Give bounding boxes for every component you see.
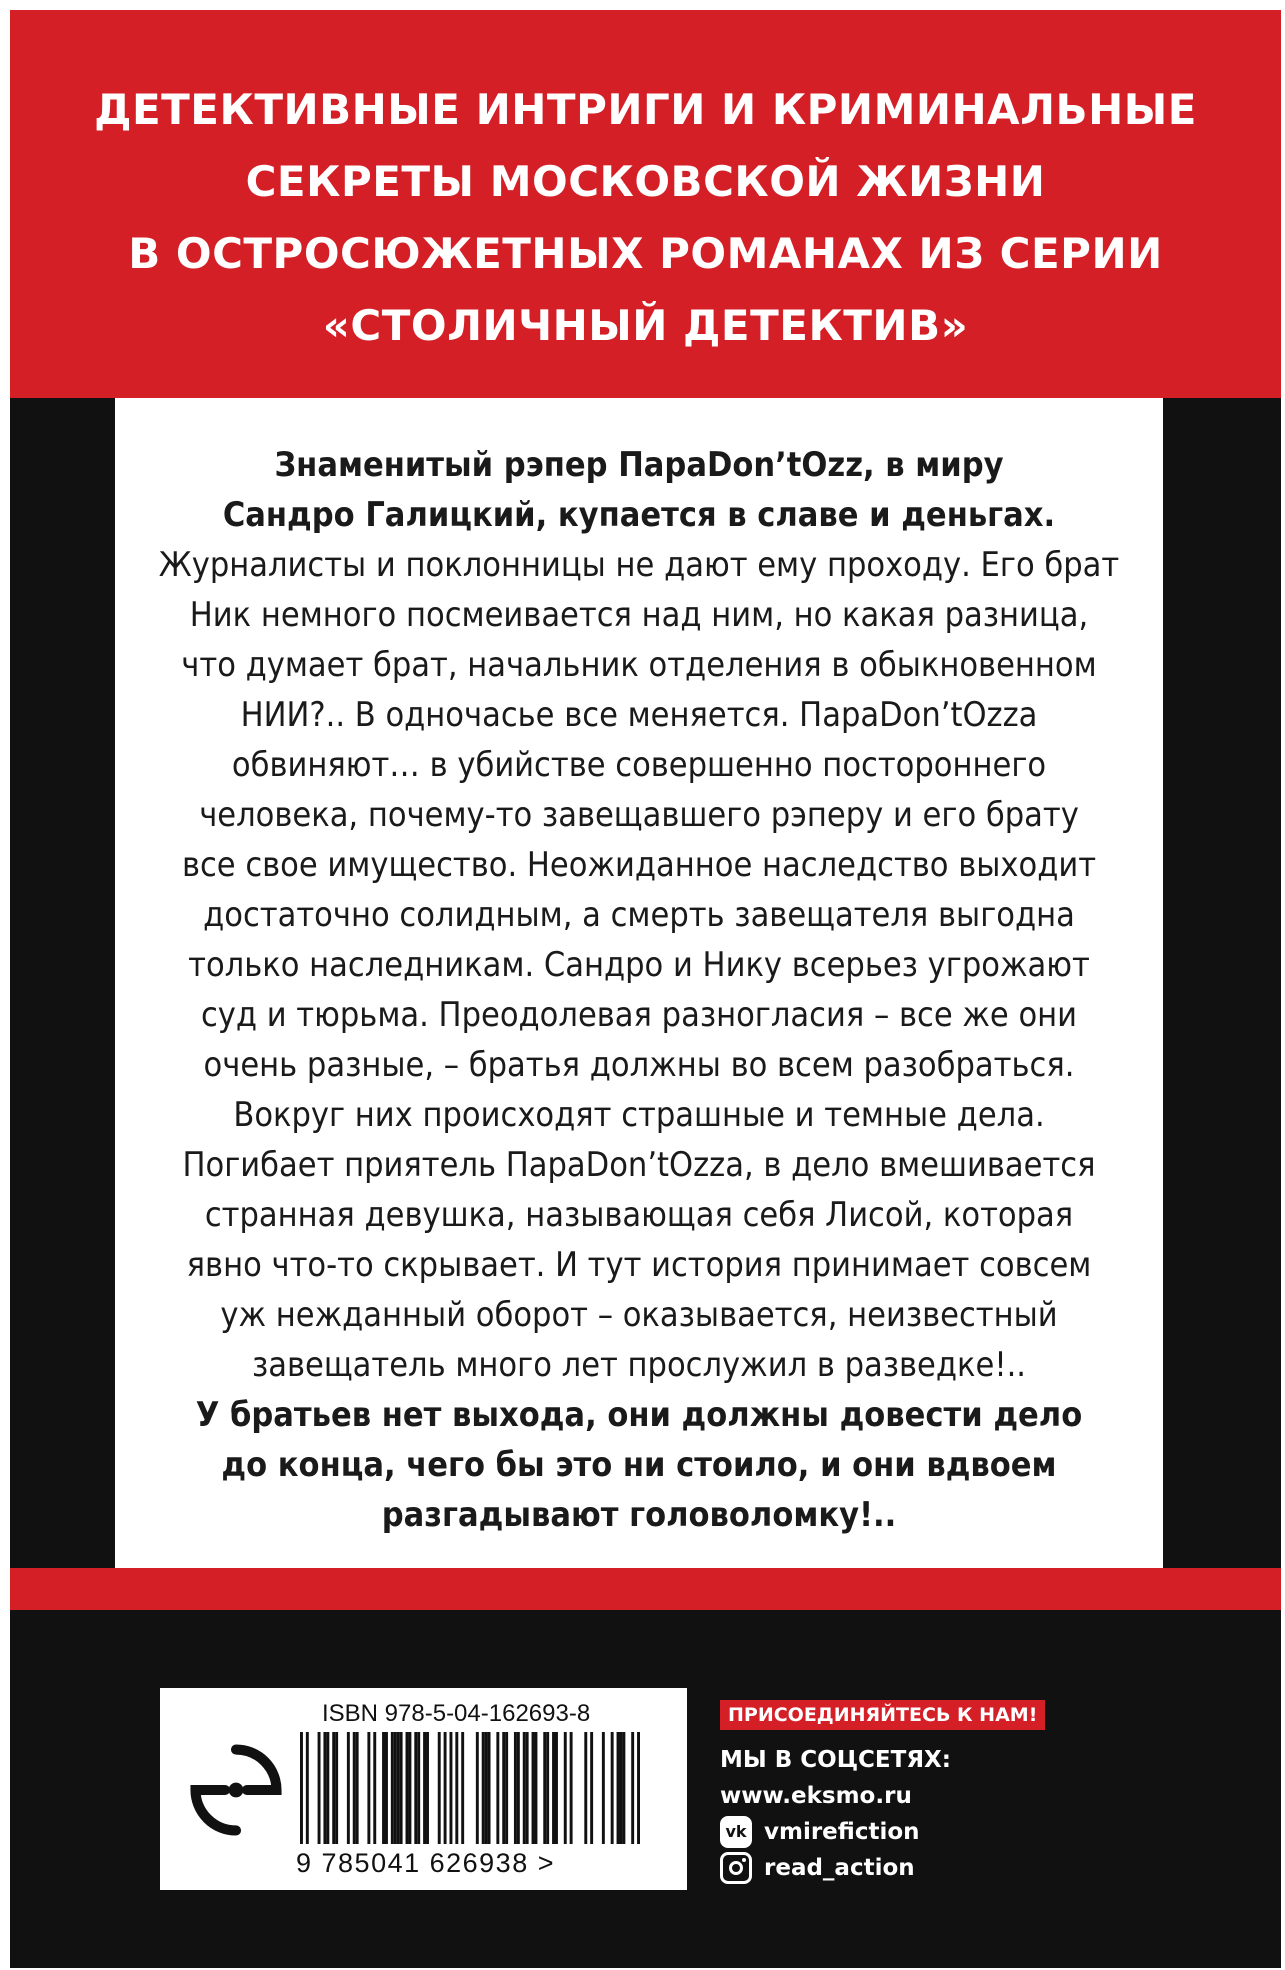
blurb-body-line: явно что-то скрывает. И тут история принимает совсем [186, 1245, 1092, 1285]
barcode-bar [397, 1732, 400, 1844]
barcode-bar [617, 1732, 620, 1844]
eksmo-logo-icon [190, 1744, 282, 1836]
book-back-cover [10, 10, 1281, 1968]
blurb-body-line: Вокруг них происходят страшные и темные дела. [233, 1095, 1045, 1135]
barcode-bar [502, 1732, 505, 1844]
barcode-bar [534, 1732, 537, 1844]
barcode-bar [394, 1732, 397, 1844]
blurb-body-line: суд и тюрьма. Преодолевая разногласия – все же они [200, 995, 1078, 1035]
barcode-bar [426, 1732, 429, 1844]
blurb-outro-line: разгадывают головоломку!.. [381, 1495, 897, 1535]
barcode-bar [488, 1732, 491, 1844]
blurb-body-line: обвиняют… в убийстве совершенно постороннего [231, 745, 1047, 785]
series-headline [10, 74, 1281, 362]
blurb-body-line: Погибает приятель ПараDon’tOzza, в дело вмешивается [182, 1145, 1096, 1185]
vk-link[interactable] [720, 1814, 1100, 1850]
barcode-bar [505, 1732, 508, 1844]
ean-digits: 9 785041 626938 > [296, 1848, 555, 1878]
headline-line: В ОСТРОСЮЖЕТНЫХ РОМАНАХ ИЗ СЕРИИ [128, 229, 1163, 278]
blurb-body-line: что думает брат, начальник отделения в обыкновенном [181, 645, 1097, 685]
barcode-bar [449, 1732, 452, 1844]
barcode-bar [414, 1732, 417, 1844]
blurb-body-line: все свое имущество. Неожиданное наследство выходит [181, 845, 1097, 885]
blurb-body-line: достаточно солидным, а смерть завещателя выгодна [203, 895, 1075, 935]
barcode-bar [602, 1732, 605, 1844]
top-red-band [10, 10, 1281, 398]
blurb-body-line: человека, почему-то завещавшего рэперу и его брату [199, 795, 1079, 835]
annotation-panel [115, 398, 1163, 1568]
barcode-block [160, 1688, 687, 1890]
barcode-bar [406, 1732, 409, 1844]
barcode-bar [514, 1732, 517, 1844]
annotation-text [115, 440, 1163, 1540]
instagram-link[interactable] [720, 1850, 1100, 1886]
barcode-bar [564, 1732, 567, 1844]
barcode-bar [323, 1732, 326, 1844]
barcode-bar [523, 1732, 526, 1844]
headline-line: ДЕТЕКТИВНЫЕ ИНТРИГИ И КРИМИНАЛЬНЫЕ [94, 85, 1197, 134]
barcode-bar [532, 1732, 535, 1844]
barcode-bar [335, 1732, 338, 1844]
barcode-bar [373, 1732, 376, 1844]
blurb-body-line: завещатель много лет прослужил в разведке!.. [251, 1345, 1027, 1385]
barcode-bar [417, 1732, 420, 1844]
barcode-bar [455, 1732, 458, 1844]
barcode-bar [347, 1732, 350, 1844]
vk-icon: vk [720, 1816, 752, 1848]
barcode-bar [485, 1732, 488, 1844]
blurb-outro-line: до конца, чего бы это ни стоило, и они вдвоем [221, 1445, 1057, 1485]
barcode-bar [526, 1732, 529, 1844]
barcode-bar [570, 1732, 573, 1844]
barcode-bar [611, 1732, 614, 1844]
barcode-bar [619, 1732, 622, 1844]
blurb-body-line: очень разные, – братья должны во всем разобраться. [203, 1045, 1075, 1085]
blurb-body-line: НИИ?.. В одночасье все меняется. ПараDon’tOzza [240, 695, 1038, 735]
blurb-body-line: только наследникам. Сандро и Нику всерьез угрожают [188, 945, 1090, 985]
social-title: МЫ В СОЦСЕТЯХ: [720, 1747, 951, 1773]
instagram-icon [720, 1852, 752, 1884]
barcode-bar [496, 1732, 499, 1844]
headline-line: СЕКРЕТЫ МОСКОВСКОЙ ЖИЗНИ [245, 157, 1046, 206]
barcode-bar [631, 1732, 634, 1844]
barcode-bar [543, 1732, 546, 1844]
barcode-bar [400, 1732, 403, 1844]
barcode-bar [461, 1732, 464, 1844]
blurb-body-line: Ник немного посмеивается над ним, но какая разница, [189, 595, 1089, 635]
blurb-intro-line: Знаменитый рэпер ПараDon’tOzz, в миру [274, 445, 1004, 485]
headline-line: «СТОЛИЧНЫЙ ДЕТЕКТИВ» [322, 301, 969, 350]
barcode-bar [438, 1732, 441, 1844]
barcode-bar [356, 1732, 359, 1844]
barcode-bar [300, 1732, 303, 1844]
blurb-body-line: Журналисты и поклонницы не дают ему проходу. Его брат [158, 545, 1120, 585]
blurb-intro-line: Сандро Галицкий, купается в славе и деньгах. [222, 495, 1056, 535]
barcode-bar [584, 1732, 587, 1844]
barcode-bar [332, 1732, 335, 1844]
barcode-bar [367, 1732, 370, 1844]
barcode-bar [318, 1732, 321, 1844]
barcode-bar [546, 1732, 549, 1844]
barcode-bar [385, 1732, 388, 1844]
barcode-bar [637, 1732, 640, 1844]
social-block [720, 1700, 1100, 1886]
bottom-red-strip [10, 1568, 1281, 1610]
barcode-bar [476, 1732, 479, 1844]
blurb-outro-line: У братьев нет выхода, они должны довести дело [195, 1395, 1083, 1435]
barcode-bar [353, 1732, 356, 1844]
barcode-bar [444, 1732, 447, 1844]
barcode-bar [622, 1732, 625, 1844]
barcode-bar [590, 1732, 593, 1844]
barcode-bar [408, 1732, 411, 1844]
barcode-bar [555, 1732, 558, 1844]
blurb-body-line: странная девушка, называющая себя Лисой, которая [204, 1195, 1074, 1235]
barcode-bar [326, 1732, 329, 1844]
barcode-icon [300, 1732, 640, 1844]
blurb-body-line: уж нежданный оборот – оказывается, неизвестный [220, 1295, 1058, 1335]
barcode-bar [382, 1732, 385, 1844]
barcode-bar [391, 1732, 394, 1844]
join-us-badge: ПРИСОЕДИНЯЙТЕСЬ К НАМ! [720, 1700, 1045, 1730]
vk-handle: vmirefiction [764, 1819, 920, 1845]
barcode-bar [482, 1732, 485, 1844]
barcode-bar [306, 1732, 309, 1844]
isbn-text: ISBN 978-5-04-162693-8 [322, 1700, 591, 1727]
site-link[interactable]: www.eksmo.ru [720, 1783, 912, 1809]
barcode-bar [423, 1732, 426, 1844]
barcode-bar [517, 1732, 520, 1844]
barcode-bar [552, 1732, 555, 1844]
instagram-handle: read_action [764, 1855, 915, 1881]
